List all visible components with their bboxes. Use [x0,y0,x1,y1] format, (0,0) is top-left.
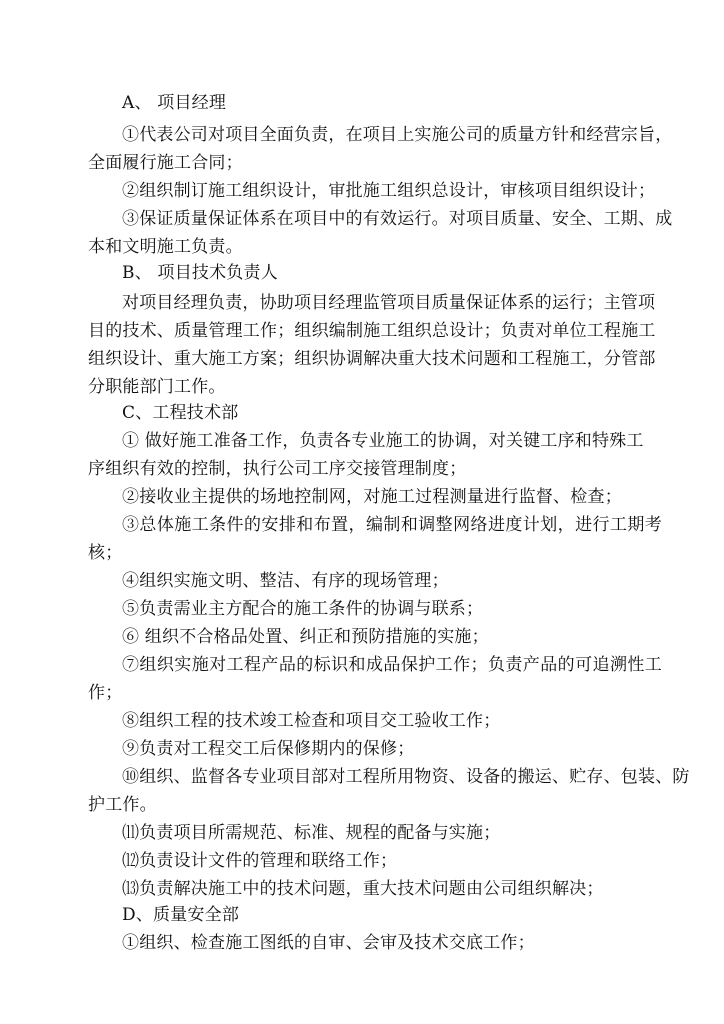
paragraph-line: 本和文明施工负责。 [88,237,243,257]
paragraph-line: ③保证质量保证体系在项目中的有效运行。对项目质量、安全、工期、成 [122,209,673,229]
paragraph-line: ①组织、检查施工图纸的自审、会审及技术交底工作； [122,933,535,953]
paragraph-line: 作； [88,683,123,703]
paragraph-line: ⑨负责对工程交工后保修期内的保修； [122,739,415,759]
section-heading-b: B、 项目技术负责人 [122,263,278,283]
paragraph-line: 目的技术、质量管理工作；组织编制施工组织总设计；负责对单位工程施工 [88,321,656,341]
paragraph-line: 核； [88,543,123,563]
paragraph-line: 分职能部门工作。 [88,377,226,397]
paragraph-line: 对项目经理负责，协助项目经理监管项目质量保证体系的运行；主管项 [122,293,656,313]
section-heading-d: D、质量安全部 [122,905,240,925]
paragraph-line: ②接收业主提供的场地控制网，对施工过程测量进行监督、检查； [122,487,622,507]
paragraph-line: ①代表公司对项目全面负责，在项目上实施公司的质量方针和经营宗旨， [122,125,673,145]
paragraph-line: ⑩组织、监督各专业项目部对工程所用物资、设备的搬运、贮存、包装、防 [122,767,690,787]
paragraph-line: 组织设计、重大施工方案；组织协调解决重大技术问题和工程施工，分管部 [88,349,656,369]
paragraph-line: 全面履行施工合同； [88,153,243,173]
paragraph-line: ⑿负责设计文件的管理和联络工作； [122,851,398,871]
section-heading-a: A、 项目经理 [122,93,227,113]
paragraph-line: ① 做好施工准备工作，负责各专业施工的协调，对关键工序和特殊工 [122,431,644,451]
paragraph-line: ④组织实施文明、整洁、有序的现场管理； [122,571,449,591]
paragraph-line: ⒀负责解决施工中的技术问题，重大技术问题由公司组织解决； [122,879,604,899]
paragraph-line: ⑧组织工程的技术竣工检查和项目交工验收工作； [122,711,501,731]
paragraph-line: 护工作。 [88,795,157,815]
paragraph-line: 序组织有效的控制，执行公司工序交接管理制度； [88,459,467,479]
section-heading-c: C、工程技术部 [122,403,239,423]
paragraph-line: ②组织制订施工组织设计，审批施工组织总设计，审核项目组织设计； [122,181,656,201]
paragraph-line: ⑥ 组织不合格品处置、纠正和预防措施的实施； [122,627,489,647]
paragraph-line: ⑦组织实施对工程产品的标识和成品保护工作；负责产品的可追溯性工 [122,655,662,675]
paragraph-line: ⑾负责项目所需规范、标准、规程的配备与实施； [122,823,501,843]
paragraph-line: ⑤负责需业主方配合的施工条件的协调与联系； [122,599,484,619]
paragraph-line: ③总体施工条件的安排和布置，编制和调整网络进度计划，进行工期考 [122,515,662,535]
